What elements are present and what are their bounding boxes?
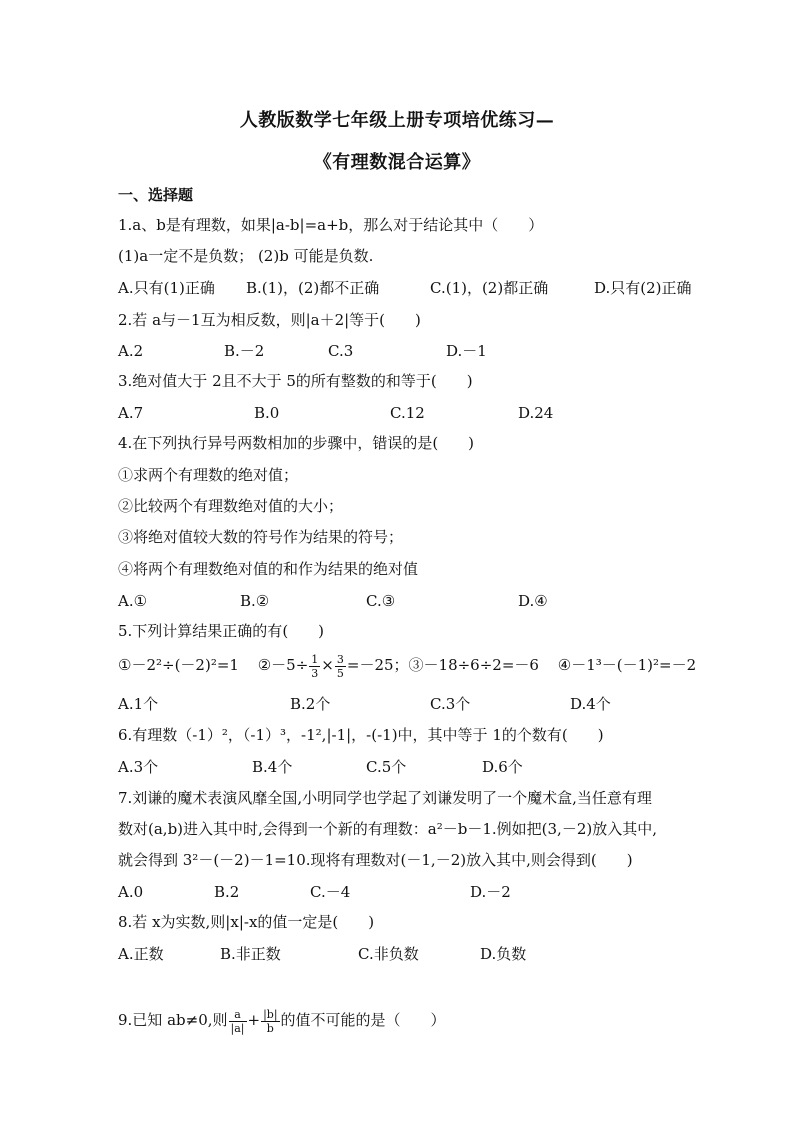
option-c: C.非负数 [358, 945, 419, 963]
question-1-stem: 1.a、b是有理数，如果|a-b|=a+b，那么对于结论其中（ ） [118, 216, 544, 234]
question-3-options [118, 404, 718, 422]
question-1-conditions: (1)a一定不是负数； (2)b 可能是负数. [118, 247, 374, 265]
fraction-three-fifths [335, 653, 346, 680]
question-5-expressions [118, 647, 696, 683]
question-7-line-3: 就会得到 3²－(－2)－1=10.现将有理数对(－1,－2)放入其中,则会得到( ) [118, 851, 633, 869]
fraction-numerator: |b| [263, 1007, 278, 1021]
option-c: C.3个 [430, 695, 471, 713]
option-d: D.－2 [470, 883, 511, 901]
option-a: A.0 [118, 883, 144, 901]
option-c: C.－4 [310, 883, 351, 901]
question-8-options [118, 945, 718, 963]
question-4-step-2: ②比较两个有理数绝对值的大小； [118, 497, 344, 515]
plus-sign: + [247, 1011, 261, 1029]
question-2-stem: 2.若 a与－1互为相反数，则|a＋2|等于( ) [118, 311, 421, 329]
question-5-options [118, 695, 718, 713]
question-7-options [118, 883, 718, 901]
expression-4: ④－1³－(－1)²=－2 [557, 656, 697, 674]
option-a: A.正数 [118, 945, 164, 963]
fraction-denominator: |a| [230, 1021, 245, 1035]
option-b: B.(1)，(2)都不正确 [246, 279, 380, 297]
option-a: A.1个 [118, 695, 159, 713]
fraction-abs-b-over-b [261, 1008, 279, 1035]
expression-2-suffix: =－25； [346, 656, 409, 674]
question-7-line-1: 7.刘谦的魔术表演风靡全国,小明同学也学起了刘谦发明了一个魔术盒,当任意有理 [118, 789, 652, 807]
question-9-stem [118, 1002, 446, 1038]
section-heading: 一、选择题 [118, 186, 194, 204]
option-d: D.24 [518, 404, 554, 422]
option-d: D.4个 [570, 695, 611, 713]
question-2-options [118, 342, 718, 360]
question-3-stem: 3.绝对值大于 2且不大于 5的所有整数的和等于( ) [118, 372, 473, 390]
option-c: C.(1)，(2)都正确 [430, 279, 549, 297]
option-c: C.3 [328, 342, 354, 360]
question-8-stem: 8.若 x为实数,则|x|-x的值一定是( ) [118, 913, 375, 931]
option-a: A.① [118, 592, 148, 610]
question-4-step-1: ①求两个有理数的绝对值； [118, 466, 299, 484]
option-b: B.② [240, 592, 270, 610]
option-a: A.只有(1)正确 [118, 279, 215, 297]
option-b: B.2个 [290, 695, 331, 713]
expression-3: ③－18÷6÷2=－6 [408, 656, 539, 674]
question-4-stem: 4.在下列执行异号两数相加的步骤中，错误的是( ) [118, 434, 475, 452]
option-d: D.只有(2)正确 [594, 279, 692, 297]
question-4-step-4: ④将两个有理数绝对值的和作为结果的绝对值 [118, 560, 419, 578]
question-9-suffix: 的值不可能的是（ ） [280, 1011, 446, 1029]
option-b: B.非正数 [220, 945, 281, 963]
fraction-numerator: 1 [311, 652, 319, 666]
fraction-numerator: a [229, 1008, 247, 1022]
option-d: D.6个 [482, 758, 523, 776]
fraction-denominator: 3 [311, 666, 319, 680]
page-title: 人教版数学七年级上册专项培优练习— [239, 110, 555, 131]
option-a: A.2 [118, 342, 144, 360]
fraction-numerator: 3 [336, 652, 344, 666]
times-sign: × [321, 656, 334, 674]
question-9-prefix: 9.已知 ab≠0,则 [118, 1011, 228, 1029]
option-b: B.－2 [224, 342, 265, 360]
option-a: A.7 [118, 404, 144, 422]
question-1-options [118, 279, 718, 297]
option-d: D.④ [518, 592, 548, 610]
option-c: C.③ [366, 592, 396, 610]
fraction-one-third [309, 653, 320, 680]
question-6-options [118, 758, 718, 776]
option-d: D.－1 [446, 342, 487, 360]
option-a: A.3个 [118, 758, 159, 776]
fraction-denominator: 5 [336, 666, 344, 680]
option-d: D.负数 [480, 945, 527, 963]
question-5-stem: 5.下列计算结果正确的有( ) [118, 622, 325, 640]
option-b: B.2 [214, 883, 240, 901]
fraction-a-over-abs-a [229, 1008, 247, 1035]
option-b: B.4个 [252, 758, 293, 776]
option-c: C.12 [390, 404, 425, 422]
option-b: B.0 [254, 404, 280, 422]
fraction-denominator: b [266, 1021, 274, 1035]
expression-1: ①－2²÷(－2)²=1 [118, 656, 239, 674]
expression-2-prefix: ②－5÷ [257, 656, 309, 674]
question-7-line-2: 数对(a,b)进入其中时,会得到一个新的有理数：a²－b－1.例如把(3,－2)放入其中, [118, 820, 657, 838]
question-4-options [118, 592, 718, 610]
page-subtitle: 《有理数混合运算》 [313, 152, 481, 173]
question-6-stem: 6.有理数（-1）²，（-1）³，-1²,|-1|，-(-1)中，其中等于 1的个数有( ) [118, 726, 604, 744]
option-c: C.5个 [366, 758, 407, 776]
question-4-step-3: ③将绝对值较大数的符号作为结果的符号； [118, 528, 404, 546]
